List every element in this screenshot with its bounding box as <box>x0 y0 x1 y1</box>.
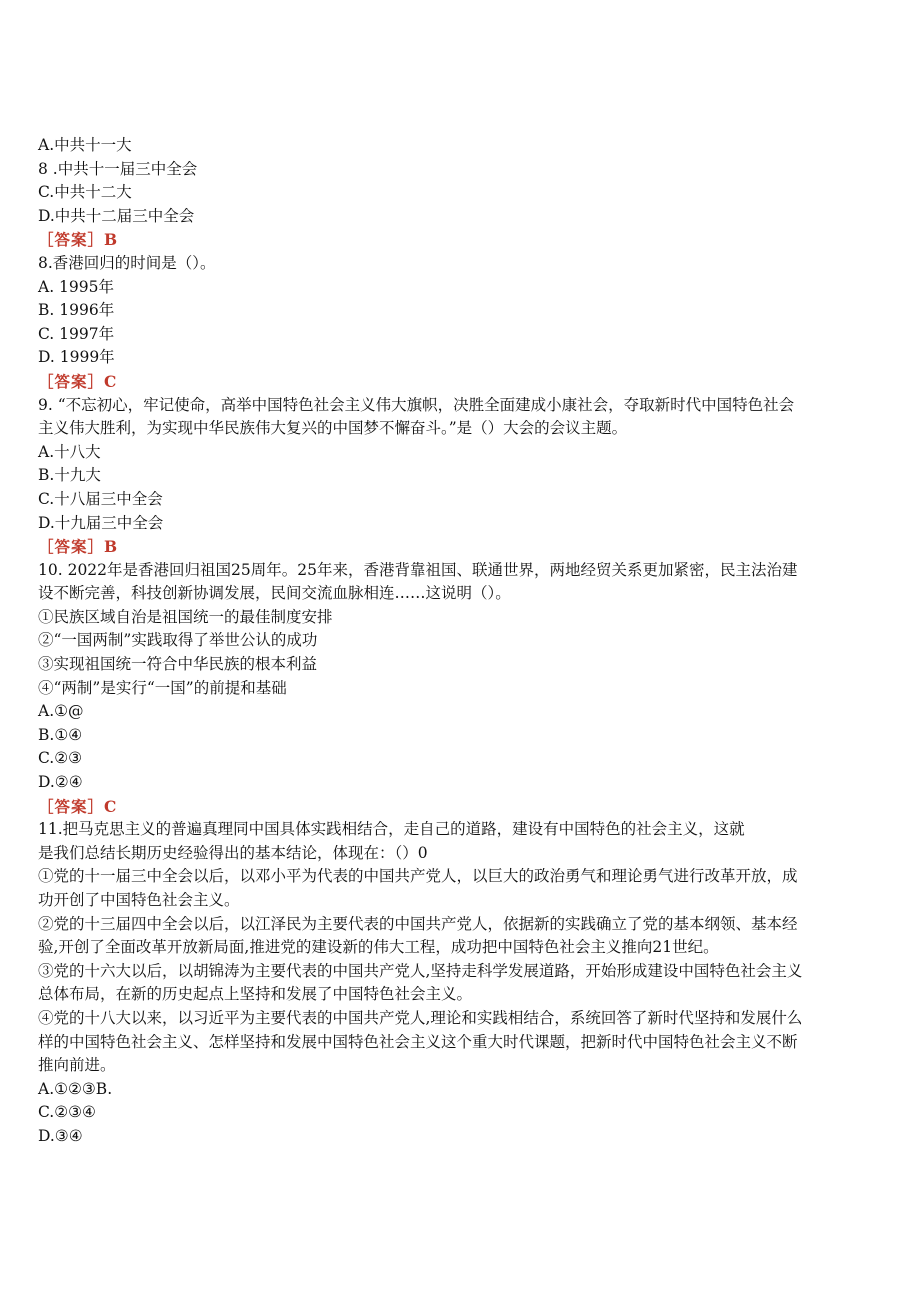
q8-answer: ［答案］C <box>38 371 118 391</box>
q11-statement-3-line-2: 总体布局，在新的历史起点上坚持和发展了中国特色社会主义。 <box>38 985 473 1004</box>
q7-answer: ［答案］B <box>38 230 119 250</box>
q10-option-c: C.②③ <box>38 749 83 768</box>
q7-option-c: C.中共十二大 <box>38 183 132 202</box>
q11-statement-1-line-1: ①党的十一届三中全会以后，以邓小平为代表的中国共产党人，以巨大的政治勇气和理论勇气进行改革开放，成 <box>38 867 798 886</box>
q9-option-c: C.十八届三中全会 <box>38 489 163 508</box>
q10-answer: ［答案］C <box>38 796 118 816</box>
q11-statement-4-line-3: 推向前进。 <box>38 1056 116 1075</box>
q9-option-d: D.十九届三中全会 <box>38 513 164 532</box>
q10-statement-4: ④“两制”是实行“一国”的前提和基础 <box>38 678 287 697</box>
q10-statement-3: ③实现祖国统一符合中华民族的根本利益 <box>38 655 318 674</box>
q11-option-d: D.③④ <box>38 1126 83 1145</box>
q11-option-c: C.②③④ <box>38 1103 96 1122</box>
q8-stem: 8.香港回归的时间是（）。 <box>38 253 216 272</box>
q11-statement-1-line-2: 功开创了中国特色社会主义。 <box>38 891 240 909</box>
q9-stem-line-2: 主义伟大胜利，为实现中华民族伟大复兴的中国梦不懈奋斗。”是（）大会的会议主题。 <box>38 419 628 438</box>
q11-statement-2-line-2: 验,开创了全面改革开放新局面,推进党的建设新的伟大工程，成功把中国特色社会主义推向21世纪。 <box>38 938 719 957</box>
q10-option-a: A.①@ <box>38 702 84 721</box>
q10-stem-line-2: 设不断完善，科技创新协调发展，民间交流血脉相连……这说明（）。 <box>38 584 511 603</box>
q9-option-a: A.十八大 <box>38 442 101 461</box>
q11-stem-line-1: 11.把马克思主义的普遍真理同中国具体实践相结合，走自己的道路，建设有中国特色的社会主义，这就 <box>38 820 745 839</box>
q11-statement-3-line-1: ③党的十六大以后，以胡锦涛为主要代表的中国共产党人,坚持走科学发展道路，开始形成建设中国特色社会主义 <box>38 961 803 980</box>
q11-statement-4-line-2: 样的中国特色社会主义、怎样坚持和发展中国特色社会主义这个重大时代课题，把新时代中国特色社会主义不断 <box>38 1032 798 1051</box>
q10-statement-1: ①民族区域自治是祖国统一的最佳制度安排 <box>38 607 333 626</box>
q10-option-b: B.①④ <box>38 725 83 744</box>
q7-option-a: A.中共十一大 <box>38 136 132 154</box>
q10-stem-line-1: 10. 2022年是香港回归祖国25周年。25年来，香港背靠祖国、联通世界，两地经贸关系更加紧密，民主法治建 <box>38 560 798 579</box>
q8-option-a: A. 1995年 <box>38 277 114 296</box>
q7-option-d: D.中共十二届三中全会 <box>38 206 195 225</box>
q11-statement-2-line-1: ②党的十三届四中全会以后，以江泽民为主要代表的中国共产党人，依据新的实践确立了党的基本纲领、基本经 <box>38 914 798 933</box>
q9-stem-line-1: 9. “不忘初心，牢记使命，高举中国特色社会主义伟大旗帜，决胜全面建成小康社会，夺取新时代中国特色社会 <box>38 395 795 414</box>
q11-statement-4-line-1: ④党的十八大以来，以习近平为主要代表的中国共产党人,理论和实践相结合，系统回答了新时代坚持和发展什么 <box>38 1008 803 1027</box>
q7-option-b: 8 .中共十一届三中全会 <box>38 159 198 178</box>
q10-statement-2: ②“一国两制”实践取得了举世公认的成功 <box>38 631 318 650</box>
q8-option-b: B. 1996年 <box>38 301 115 320</box>
q8-option-c: C. 1997年 <box>38 324 115 343</box>
q8-option-d: D. 1999年 <box>38 348 115 367</box>
q10-option-d: D.②④ <box>38 773 83 792</box>
document-page <box>38 134 886 1149</box>
q9-option-b: B.十九大 <box>38 466 101 485</box>
q11-stem-line-2: 是我们总结长期历史经验得出的基本结论，体现在：（）0 <box>38 843 428 862</box>
q9-answer: ［答案］B <box>38 537 119 557</box>
q11-option-ab: A.①②③B. <box>38 1079 113 1098</box>
